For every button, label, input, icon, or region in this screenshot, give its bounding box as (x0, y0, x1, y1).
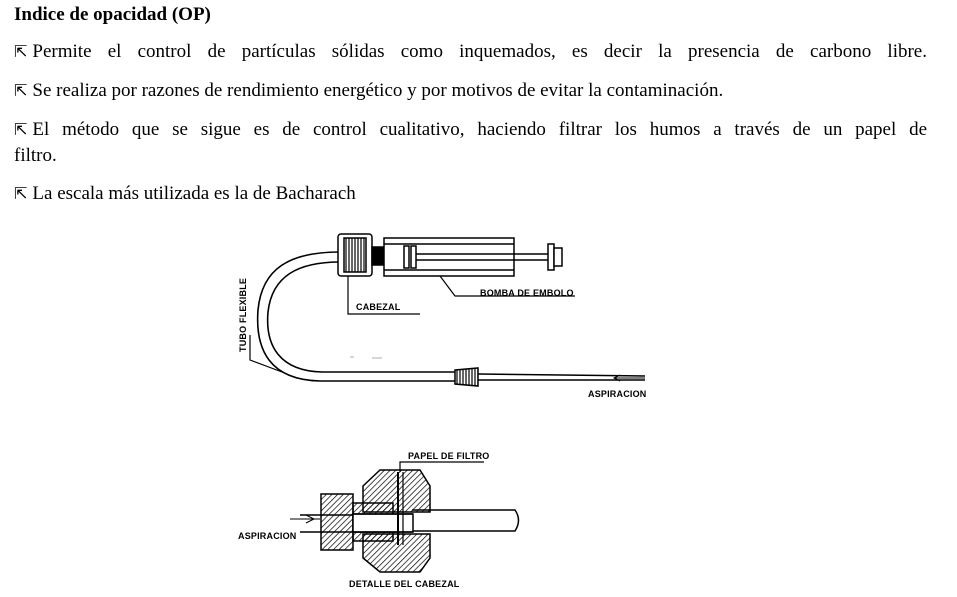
pump-label: BOMBA DE EMBOLO (480, 288, 574, 298)
paragraph-text: El método que se sigue es de control cualitativo, haciendo filtrar los humos a través de un papel de (32, 119, 927, 140)
arrow-bullet-icon: ⇱ (14, 184, 28, 203)
arrow-bullet-icon: ⇱ (14, 120, 28, 139)
paragraph-continuation: filtro. (14, 145, 57, 166)
arrow-bullet-icon: ⇱ (14, 42, 28, 61)
filter-paper-label: PAPEL DE FILTRO (408, 451, 490, 461)
head-detail-diagram (290, 462, 519, 572)
paragraph-text: Se realiza por razones de rendimiento energético y por motivos de evitar la contaminación. (32, 80, 724, 101)
arrow-bullet-icon: ⇱ (14, 81, 28, 100)
paragraph-text: Permite el control de partículas sólidas como inquemados, es decir la presencia de carbono libre. (32, 41, 927, 62)
detail-caption: DETALLE DEL CABEZAL (349, 579, 460, 589)
page-title: Indice de opacidad (OP) (14, 4, 211, 25)
intake-label-bottom: ASPIRACION (238, 531, 297, 541)
tube-label: TUBO FLEXIBLE (238, 277, 248, 352)
paragraph-text: La escala más utilizada es la de Bacharach (32, 183, 356, 204)
pump-diagram (250, 234, 645, 386)
intake-label-top: ASPIRACION (588, 389, 647, 399)
head-label: CABEZAL (356, 302, 401, 312)
